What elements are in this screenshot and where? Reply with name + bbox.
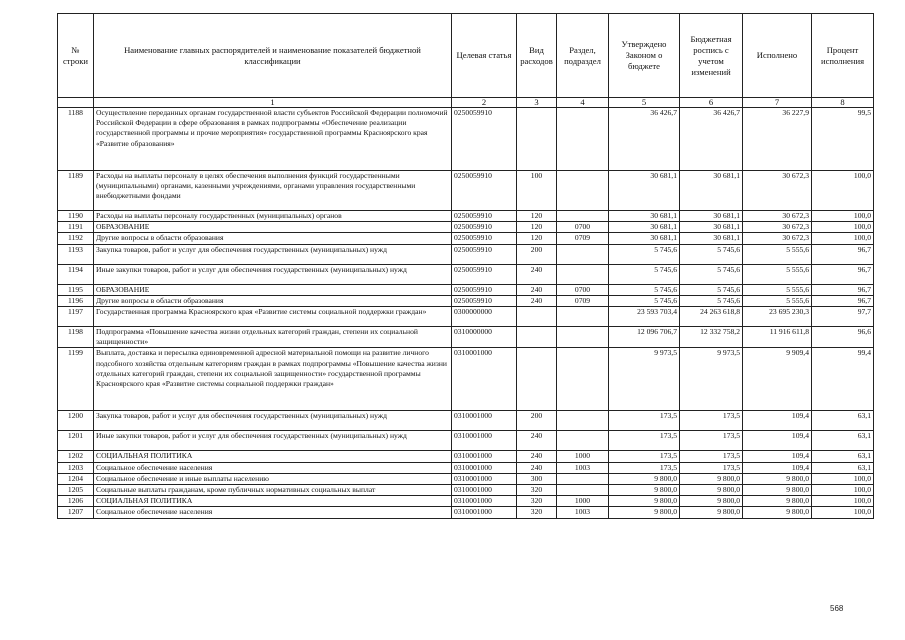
row-executed: 5 555,6 bbox=[743, 244, 812, 264]
table-row bbox=[58, 211, 874, 222]
row-number: 1189 bbox=[58, 171, 94, 211]
header-section: Раздел, подраздел bbox=[557, 14, 609, 98]
row-approved: 23 593 703,4 bbox=[609, 307, 680, 327]
row-approved: 5 745,6 bbox=[609, 264, 680, 284]
row-name: Закупка товаров, работ и услуг для обеспечения государственных (муниципальных) нужд bbox=[94, 244, 452, 264]
row-percent: 99,4 bbox=[812, 348, 874, 411]
row-budget-list: 5 745,6 bbox=[680, 244, 743, 264]
table-row bbox=[58, 244, 874, 264]
header-budget-list: Бюджетная роспись с учетом изменений bbox=[680, 14, 743, 98]
row-approved: 30 681,1 bbox=[609, 211, 680, 222]
row-target-article: 0250059910 bbox=[452, 284, 517, 295]
row-section: 1003 bbox=[557, 462, 609, 473]
row-executed: 9 800,0 bbox=[743, 496, 812, 507]
row-percent: 96,7 bbox=[812, 295, 874, 306]
row-percent: 100,0 bbox=[812, 171, 874, 211]
row-expense-type: 240 bbox=[517, 284, 557, 295]
row-expense-type bbox=[517, 348, 557, 411]
header-name: Наименование главных распорядителей и наименование показателей бюджетной классификации bbox=[94, 14, 452, 98]
row-approved: 9 800,0 bbox=[609, 507, 680, 518]
header-percent: Процент исполнения bbox=[812, 14, 874, 98]
column-number-row bbox=[58, 98, 874, 108]
row-budget-list: 9 800,0 bbox=[680, 473, 743, 484]
row-target-article: 0250059910 bbox=[452, 233, 517, 244]
row-number: 1207 bbox=[58, 507, 94, 518]
row-budget-list: 9 800,0 bbox=[680, 485, 743, 496]
row-budget-list: 30 681,1 bbox=[680, 171, 743, 211]
budget-execution-table bbox=[57, 13, 874, 519]
row-executed: 109,4 bbox=[743, 462, 812, 473]
row-section bbox=[557, 348, 609, 411]
row-target-article: 0250059910 bbox=[452, 211, 517, 222]
row-expense-type: 320 bbox=[517, 507, 557, 518]
row-section bbox=[557, 108, 609, 171]
row-executed: 9 800,0 bbox=[743, 485, 812, 496]
table-row bbox=[58, 233, 874, 244]
row-approved: 9 800,0 bbox=[609, 496, 680, 507]
row-expense-type bbox=[517, 307, 557, 327]
row-percent: 100,0 bbox=[812, 485, 874, 496]
row-name: Иные закупки товаров, работ и услуг для обеспечения государственных (муниципальных) нужд bbox=[94, 431, 452, 451]
row-section bbox=[557, 473, 609, 484]
row-target-article: 0250059910 bbox=[452, 244, 517, 264]
row-name: Расходы на выплаты персоналу в целях обеспечения выполнения функций государственными (муниципальными) органами, казенными учреждениями, органами управления государственными внебюджетными фондами bbox=[94, 171, 452, 211]
row-executed: 9 800,0 bbox=[743, 507, 812, 518]
row-number: 1197 bbox=[58, 307, 94, 327]
row-approved: 173,5 bbox=[609, 431, 680, 451]
table-row bbox=[58, 327, 874, 348]
row-target-article: 0310001000 bbox=[452, 473, 517, 484]
table-row bbox=[58, 451, 874, 462]
table-row bbox=[58, 222, 874, 233]
page-number: 568 bbox=[830, 604, 844, 613]
header-row-number: № строки bbox=[58, 14, 94, 98]
row-name: Выплата, доставка и пересылка единовременной адресной материальной помощи на развитие личного подсобного хозяйства отдельным категориям граждан в рамках подпрограммы «Повышение качества жизни отдельных категорий граждан, степени их социальной защищенности» государственной программы Красноярского края «Развитие системы социальной поддержки граждан» bbox=[94, 348, 452, 411]
row-target-article: 0250059910 bbox=[452, 222, 517, 233]
header-executed: Исполнено bbox=[743, 14, 812, 98]
table-row bbox=[58, 473, 874, 484]
row-section: 0709 bbox=[557, 295, 609, 306]
row-expense-type: 320 bbox=[517, 496, 557, 507]
table-header-row bbox=[58, 14, 874, 98]
row-number: 1205 bbox=[58, 485, 94, 496]
row-number: 1201 bbox=[58, 431, 94, 451]
row-name: Другие вопросы в области образования bbox=[94, 233, 452, 244]
row-executed: 9 800,0 bbox=[743, 473, 812, 484]
row-section: 1000 bbox=[557, 496, 609, 507]
row-percent: 96,7 bbox=[812, 284, 874, 295]
row-section: 0709 bbox=[557, 233, 609, 244]
row-target-article: 0310001000 bbox=[452, 411, 517, 431]
row-expense-type: 240 bbox=[517, 264, 557, 284]
column-number: 8 bbox=[812, 98, 874, 108]
row-percent: 63,1 bbox=[812, 451, 874, 462]
row-approved: 173,5 bbox=[609, 451, 680, 462]
row-target-article: 0310001000 bbox=[452, 462, 517, 473]
row-target-article: 0250059910 bbox=[452, 108, 517, 171]
row-section: 1003 bbox=[557, 507, 609, 518]
row-name: Расходы на выплаты персоналу государственных (муниципальных) органов bbox=[94, 211, 452, 222]
row-expense-type: 240 bbox=[517, 451, 557, 462]
row-target-article: 0310001000 bbox=[452, 507, 517, 518]
row-percent: 63,1 bbox=[812, 431, 874, 451]
row-number: 1198 bbox=[58, 327, 94, 348]
table-row bbox=[58, 171, 874, 211]
row-approved: 5 745,6 bbox=[609, 295, 680, 306]
row-budget-list: 5 745,6 bbox=[680, 295, 743, 306]
row-approved: 9 973,5 bbox=[609, 348, 680, 411]
row-executed: 30 672,3 bbox=[743, 211, 812, 222]
row-section bbox=[557, 171, 609, 211]
row-number: 1203 bbox=[58, 462, 94, 473]
row-executed: 5 555,6 bbox=[743, 284, 812, 295]
row-budget-list: 24 263 618,8 bbox=[680, 307, 743, 327]
row-section: 0700 bbox=[557, 222, 609, 233]
row-budget-list: 5 745,6 bbox=[680, 264, 743, 284]
row-percent: 97,7 bbox=[812, 307, 874, 327]
row-budget-list: 30 681,1 bbox=[680, 222, 743, 233]
row-section bbox=[557, 485, 609, 496]
table-row bbox=[58, 507, 874, 518]
row-name: Подпрограмма «Повышение качества жизни отдельных категорий граждан, степени их социальной защищенности» bbox=[94, 327, 452, 348]
row-expense-type: 200 bbox=[517, 411, 557, 431]
row-target-article: 0250059910 bbox=[452, 295, 517, 306]
row-expense-type: 120 bbox=[517, 222, 557, 233]
row-percent: 63,1 bbox=[812, 411, 874, 431]
row-target-article: 0310001000 bbox=[452, 485, 517, 496]
table-row bbox=[58, 108, 874, 171]
row-percent: 100,0 bbox=[812, 473, 874, 484]
row-approved: 5 745,6 bbox=[609, 244, 680, 264]
row-target-article: 0310001000 bbox=[452, 496, 517, 507]
row-budget-list: 173,5 bbox=[680, 451, 743, 462]
row-target-article: 0310001000 bbox=[452, 431, 517, 451]
row-expense-type: 240 bbox=[517, 431, 557, 451]
row-executed: 30 672,3 bbox=[743, 171, 812, 211]
row-budget-list: 9 973,5 bbox=[680, 348, 743, 411]
row-approved: 173,5 bbox=[609, 411, 680, 431]
row-percent: 100,0 bbox=[812, 507, 874, 518]
row-executed: 109,4 bbox=[743, 451, 812, 462]
column-number: 5 bbox=[609, 98, 680, 108]
row-number: 1200 bbox=[58, 411, 94, 431]
row-percent: 99,5 bbox=[812, 108, 874, 171]
row-number: 1195 bbox=[58, 284, 94, 295]
row-name: Социальное обеспечение и иные выплаты населению bbox=[94, 473, 452, 484]
row-section bbox=[557, 431, 609, 451]
column-number: 1 bbox=[94, 98, 452, 108]
row-budget-list: 5 745,6 bbox=[680, 284, 743, 295]
row-name: Осуществление переданных органам государственной власти субъектов Российской Федерации полномочий Российской Федерации в сфере образования в рамках подпрограммы «Обеспечение реализации государственной программы и прочие мероприятия» государственной программы Красноярского края «Развитие образования» bbox=[94, 108, 452, 171]
row-percent: 63,1 bbox=[812, 462, 874, 473]
row-budget-list: 9 800,0 bbox=[680, 507, 743, 518]
row-number: 1193 bbox=[58, 244, 94, 264]
table-row bbox=[58, 431, 874, 451]
column-number: 3 bbox=[517, 98, 557, 108]
row-percent: 100,0 bbox=[812, 211, 874, 222]
row-expense-type bbox=[517, 327, 557, 348]
row-number: 1192 bbox=[58, 233, 94, 244]
row-name: ОБРАЗОВАНИЕ bbox=[94, 284, 452, 295]
row-approved: 9 800,0 bbox=[609, 473, 680, 484]
row-expense-type: 240 bbox=[517, 462, 557, 473]
row-approved: 30 681,1 bbox=[609, 222, 680, 233]
row-section bbox=[557, 244, 609, 264]
row-section bbox=[557, 211, 609, 222]
row-section: 1000 bbox=[557, 451, 609, 462]
row-approved: 30 681,1 bbox=[609, 171, 680, 211]
row-name: ОБРАЗОВАНИЕ bbox=[94, 222, 452, 233]
row-number: 1202 bbox=[58, 451, 94, 462]
row-executed: 109,4 bbox=[743, 411, 812, 431]
row-percent: 96,6 bbox=[812, 327, 874, 348]
row-number: 1190 bbox=[58, 211, 94, 222]
row-section bbox=[557, 411, 609, 431]
row-expense-type: 300 bbox=[517, 473, 557, 484]
row-budget-list: 173,5 bbox=[680, 411, 743, 431]
row-name: СОЦИАЛЬНАЯ ПОЛИТИКА bbox=[94, 451, 452, 462]
table-row bbox=[58, 496, 874, 507]
row-budget-list: 12 332 758,2 bbox=[680, 327, 743, 348]
row-target-article: 0250059910 bbox=[452, 171, 517, 211]
row-section bbox=[557, 264, 609, 284]
row-expense-type: 240 bbox=[517, 295, 557, 306]
row-name: Социальное обеспечение населения bbox=[94, 507, 452, 518]
row-executed: 36 227,9 bbox=[743, 108, 812, 171]
row-number: 1199 bbox=[58, 348, 94, 411]
row-name: Государственная программа Красноярского края «Развитие системы социальной поддержки граждан» bbox=[94, 307, 452, 327]
header-approved: Утверждено Законом о бюджете bbox=[609, 14, 680, 98]
row-expense-type: 320 bbox=[517, 485, 557, 496]
row-percent: 100,0 bbox=[812, 222, 874, 233]
row-name: Закупка товаров, работ и услуг для обеспечения государственных (муниципальных) нужд bbox=[94, 411, 452, 431]
row-approved: 173,5 bbox=[609, 462, 680, 473]
table-row bbox=[58, 485, 874, 496]
row-executed: 23 695 230,3 bbox=[743, 307, 812, 327]
row-executed: 5 555,6 bbox=[743, 264, 812, 284]
column-number: 2 bbox=[452, 98, 517, 108]
row-number: 1188 bbox=[58, 108, 94, 171]
row-executed: 9 909,4 bbox=[743, 348, 812, 411]
row-number: 1194 bbox=[58, 264, 94, 284]
table-row bbox=[58, 284, 874, 295]
row-name: Социальные выплаты гражданам, кроме публичных нормативных социальных выплат bbox=[94, 485, 452, 496]
row-expense-type: 120 bbox=[517, 211, 557, 222]
row-target-article: 0250059910 bbox=[452, 264, 517, 284]
row-budget-list: 36 426,7 bbox=[680, 108, 743, 171]
table-row bbox=[58, 411, 874, 431]
row-number: 1191 bbox=[58, 222, 94, 233]
row-approved: 9 800,0 bbox=[609, 485, 680, 496]
column-number bbox=[58, 98, 94, 108]
column-number: 7 bbox=[743, 98, 812, 108]
row-name: Иные закупки товаров, работ и услуг для обеспечения государственных (муниципальных) нужд bbox=[94, 264, 452, 284]
row-executed: 30 672,3 bbox=[743, 233, 812, 244]
row-approved: 12 096 706,7 bbox=[609, 327, 680, 348]
header-target-article: Целевая статья bbox=[452, 14, 517, 98]
table-row bbox=[58, 462, 874, 473]
table-row bbox=[58, 264, 874, 284]
row-executed: 5 555,6 bbox=[743, 295, 812, 306]
row-target-article: 0310000000 bbox=[452, 327, 517, 348]
row-executed: 109,4 bbox=[743, 431, 812, 451]
row-expense-type: 100 bbox=[517, 171, 557, 211]
column-number: 6 bbox=[680, 98, 743, 108]
row-percent: 96,7 bbox=[812, 264, 874, 284]
row-section bbox=[557, 327, 609, 348]
row-target-article: 0300000000 bbox=[452, 307, 517, 327]
row-section bbox=[557, 307, 609, 327]
row-percent: 96,7 bbox=[812, 244, 874, 264]
row-approved: 5 745,6 bbox=[609, 284, 680, 295]
row-expense-type: 120 bbox=[517, 233, 557, 244]
row-budget-list: 173,5 bbox=[680, 431, 743, 451]
row-budget-list: 30 681,1 bbox=[680, 211, 743, 222]
row-name: Другие вопросы в области образования bbox=[94, 295, 452, 306]
table-row bbox=[58, 295, 874, 306]
row-executed: 30 672,3 bbox=[743, 222, 812, 233]
row-target-article: 0310001000 bbox=[452, 348, 517, 411]
table-row bbox=[58, 307, 874, 327]
row-percent: 100,0 bbox=[812, 233, 874, 244]
row-name: Социальное обеспечение населения bbox=[94, 462, 452, 473]
row-approved: 36 426,7 bbox=[609, 108, 680, 171]
column-number: 4 bbox=[557, 98, 609, 108]
row-percent: 100,0 bbox=[812, 496, 874, 507]
row-expense-type bbox=[517, 108, 557, 171]
table-row bbox=[58, 348, 874, 411]
row-number: 1204 bbox=[58, 473, 94, 484]
row-number: 1206 bbox=[58, 496, 94, 507]
row-name: СОЦИАЛЬНАЯ ПОЛИТИКА bbox=[94, 496, 452, 507]
row-budget-list: 173,5 bbox=[680, 462, 743, 473]
row-budget-list: 30 681,1 bbox=[680, 233, 743, 244]
row-target-article: 0310001000 bbox=[452, 451, 517, 462]
row-approved: 30 681,1 bbox=[609, 233, 680, 244]
row-executed: 11 916 611,8 bbox=[743, 327, 812, 348]
header-expense-type: Вид расходов bbox=[517, 14, 557, 98]
row-number: 1196 bbox=[58, 295, 94, 306]
row-budget-list: 9 800,0 bbox=[680, 496, 743, 507]
row-section: 0700 bbox=[557, 284, 609, 295]
row-expense-type: 200 bbox=[517, 244, 557, 264]
